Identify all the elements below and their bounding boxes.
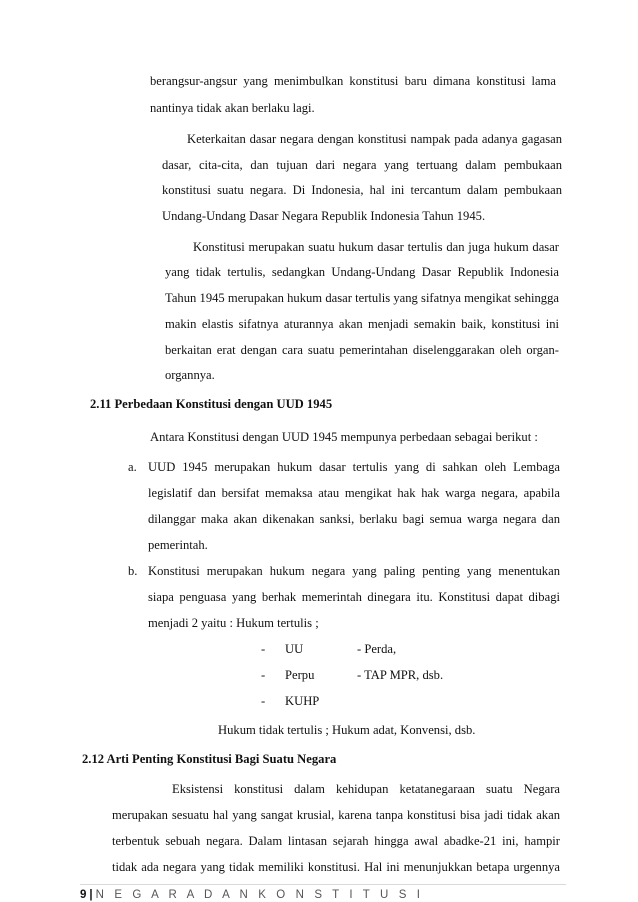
law-item: - Perda, <box>357 642 397 656</box>
section-intro: Antara Konstitusi dengan UUD 1945 mempunya perbedaan sebagai berikut : <box>150 430 538 444</box>
text-line: berkaitan erat dengan cara suatu pemerintahan diselenggarakan oleh organ- <box>165 343 559 357</box>
text-line: Tahun 1945 merupakan hukum dasar tertulis yang sifatnya mengikat sehingga <box>165 291 559 305</box>
text-line: Keterkaitan dasar negara dengan konstitusi nampak pada adanya gagasan <box>187 132 562 146</box>
page-number: 9 <box>80 889 87 901</box>
text-line: nantinya tidak akan berlaku lagi. <box>150 101 315 115</box>
text-line: siapa penguasa yang berhak memerintah dinegara itu. Konstitusi dapat dibagi <box>148 590 560 604</box>
text-line: dasar, cita-cita, dan tujuan dari negara yang tertuang dalam pembukaan <box>162 158 562 172</box>
law-item: Perpu <box>285 668 315 682</box>
text-line: makin elastis sifatnya aturannya akan menjadi semakin baik, konstitusi ini <box>165 317 559 331</box>
list-dash: - <box>261 668 266 682</box>
list-dash: - <box>261 694 266 708</box>
text-line: terbentuk sebuah negara. Dalam lintasan sejarah hingga awal abadke-21 ini, hampir <box>112 834 560 848</box>
law-item: KUHP <box>285 694 320 708</box>
text-line: berangsur-angsur yang menimbulkan konstitusi baru dimana konstitusi lama <box>150 74 556 88</box>
section-heading-2-11: 2.11 Perbedaan Konstitusi dengan UUD 1945 <box>90 397 333 411</box>
text-line: konstitusi suatu negara. Di Indonesia, hal ini tercantum dalam pembukaan <box>162 183 562 197</box>
text-line: UUD 1945 merupakan hukum dasar tertulis yang di sahkan oleh Lembaga <box>148 460 560 474</box>
page-footer <box>80 889 424 901</box>
text-line: menjadi 2 yaitu : Hukum tertulis ; <box>148 616 319 630</box>
text-line: organnya. <box>165 368 215 382</box>
law-item: UU <box>285 642 304 656</box>
law-item: - TAP MPR, dsb. <box>357 668 444 682</box>
text-line: Undang-Undang Dasar Negara Republik Indonesia Tahun 1945. <box>162 209 486 223</box>
text-line: legislatif dan bersifat memaksa atau mengikat hak hak warga negara, apabila <box>148 486 560 500</box>
text-line: merupakan sesuatu hal yang sangat krusial, karena tanpa konstitusi bisa jadi tidak akan <box>112 808 560 822</box>
list-marker: a. <box>128 460 137 474</box>
text-line: Eksistensi konstitusi dalam kehidupan ketatanegaraan suatu Negara <box>172 782 560 796</box>
footer-separator: | <box>89 889 93 901</box>
footer-title: N E G A R A D A N K O N S T I T U S I <box>95 889 424 901</box>
list-marker: b. <box>128 564 138 578</box>
section-heading-2-12: 2.12 Arti Penting Konstitusi Bagi Suatu Negara <box>82 752 337 766</box>
footer-divider <box>80 884 566 885</box>
text-line: Konstitusi merupakan suatu hukum dasar tertulis dan juga hukum dasar <box>193 240 559 254</box>
list-dash: - <box>261 642 266 656</box>
text-line: pemerintah. <box>148 538 208 552</box>
text-line: tidak ada negara yang tidak memiliki konstitusi. Hal ini menunjukkan betapa urgennya <box>112 860 560 874</box>
text-line: Konstitusi merupakan hukum negara yang paling penting yang menentukan <box>148 564 560 578</box>
text-line: dilanggar maka akan dikenakan sanksi, berlaku bagi semua warga negara dan <box>148 512 560 526</box>
text-line: yang tidak tertulis, sedangkan Undang-Undang Dasar Republik Indonesia <box>165 265 559 279</box>
unwritten-law-line: Hukum tidak tertulis ; Hukum adat, Konvensi, dsb. <box>218 723 476 737</box>
